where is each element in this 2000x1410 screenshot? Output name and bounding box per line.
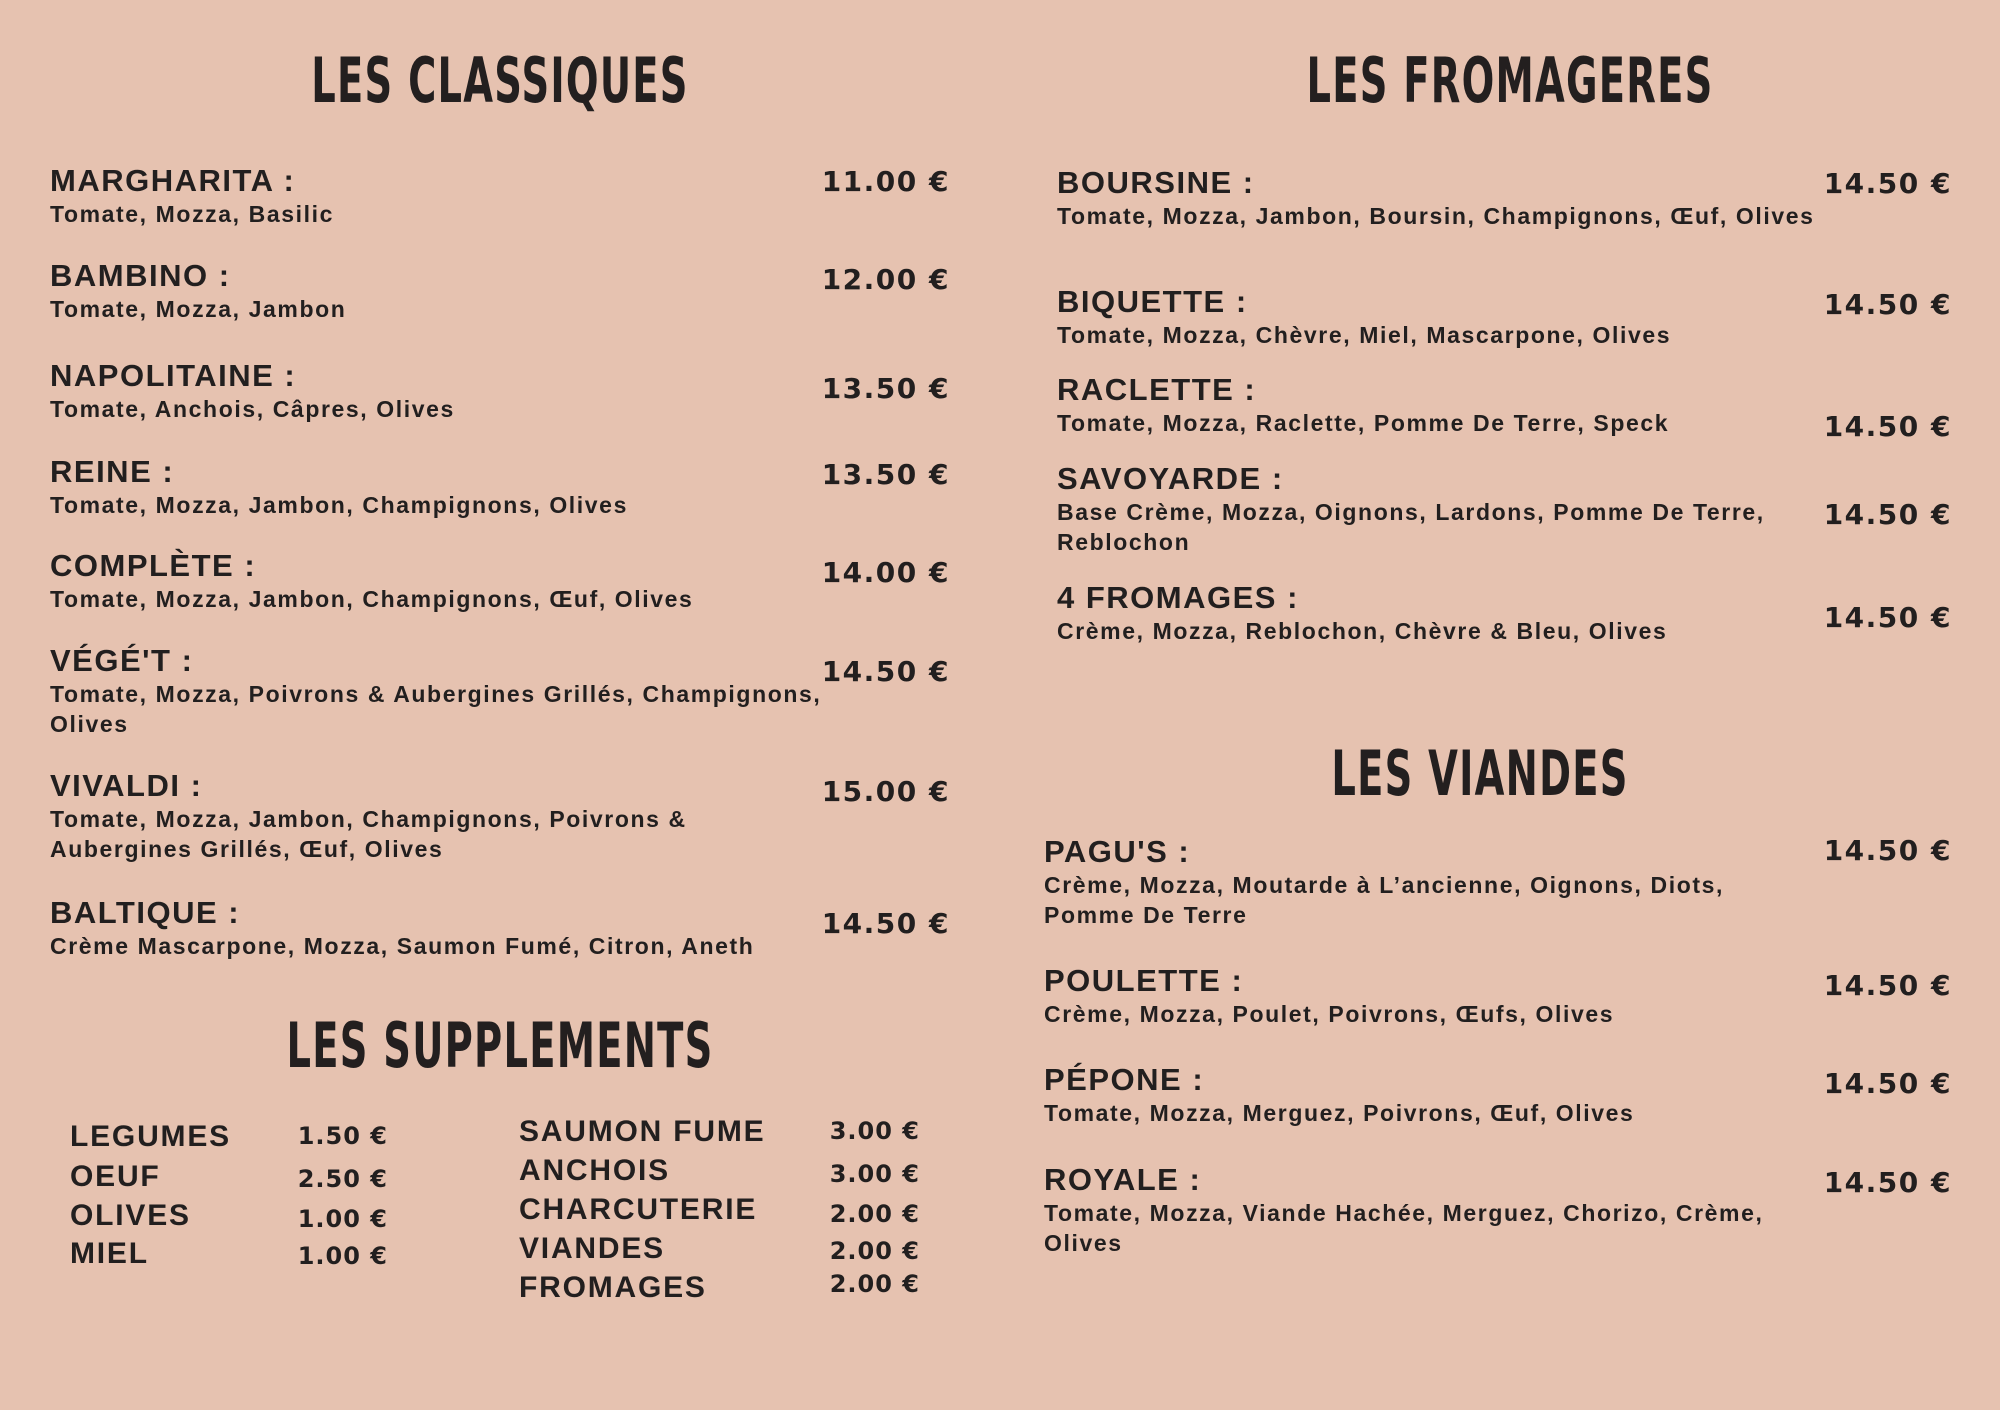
item-description: Tomate, Mozza, Basilic	[50, 201, 334, 227]
item-name: 4 FROMAGES :	[1057, 580, 1299, 615]
item-description: Tomate, Mozza, Poivrons & Aubergines Grillés, Champignons, Olives	[50, 681, 822, 737]
menu-item-vivaldi	[50, 768, 730, 864]
item-name: RACLETTE :	[1057, 372, 1257, 407]
item-description: Base Crème, Mozza, Oignons, Lardons, Pomme De Terre, Reblochon	[1057, 499, 1765, 555]
item-price: 14.50 €	[821, 907, 950, 940]
supplement-price: 1.00 €	[297, 1242, 388, 1270]
menu-item-reine	[50, 454, 860, 520]
item-name: REINE :	[50, 454, 175, 489]
item-name: PÉPONE :	[1044, 1062, 1205, 1097]
item-price: 14.50 €	[821, 655, 950, 688]
item-name: ROYALE :	[1044, 1162, 1202, 1197]
menu-item-biquette	[1057, 284, 1817, 350]
heading-les-fromageres: LES FROMAGERES	[1306, 44, 1714, 117]
menu-item-complete	[50, 548, 860, 614]
menu-item-4-fromages	[1057, 580, 1817, 646]
item-description: Tomate, Mozza, Merguez, Poivrons, Œuf, Olives	[1044, 1100, 1635, 1126]
item-name: BOURSINE :	[1057, 165, 1255, 200]
item-price: 14.50 €	[1823, 1067, 1952, 1100]
supplement-name: OLIVES	[70, 1199, 191, 1232]
supplement-name: LEGUMES	[70, 1120, 231, 1153]
menu-item-napolitaine	[50, 358, 860, 424]
item-description: Tomate, Mozza, Jambon	[50, 296, 347, 322]
item-name: VÉGÉ'T :	[50, 643, 194, 678]
item-name: BIQUETTE :	[1057, 284, 1248, 319]
menu-item-margharita	[50, 163, 860, 229]
item-price: 13.50 €	[821, 372, 950, 405]
item-name: VIVALDI :	[50, 768, 203, 803]
item-description: Tomate, Mozza, Chèvre, Miel, Mascarpone, Olives	[1057, 322, 1672, 348]
supplement-name: VIANDES	[519, 1232, 665, 1265]
supplement-name: MIEL	[70, 1237, 149, 1270]
item-price: 14.50 €	[1823, 1166, 1952, 1199]
item-price: 11.00 €	[821, 165, 950, 198]
supplement-price: 3.00 €	[829, 1117, 920, 1145]
item-name: NAPOLITAINE :	[50, 358, 297, 393]
item-description: Tomate, Mozza, Jambon, Champignons, Œuf, Olives	[50, 586, 694, 612]
item-description: Tomate, Mozza, Jambon, Champignons, Olives	[50, 492, 628, 518]
supplement-name: CHARCUTERIE	[519, 1193, 758, 1226]
menu-item-pepone	[1044, 1062, 1814, 1128]
item-name: POULETTE :	[1044, 963, 1244, 998]
supplement-name: FROMAGES	[519, 1271, 707, 1304]
item-name: COMPLÈTE :	[50, 548, 257, 583]
item-name: SAVOYARDE :	[1057, 461, 1284, 496]
menu-item-baltique	[50, 895, 860, 961]
item-price: 14.50 €	[1823, 410, 1952, 443]
item-price: 13.50 €	[821, 458, 950, 491]
item-name: BAMBINO :	[50, 258, 231, 293]
item-price: 14.50 €	[1823, 969, 1952, 1002]
menu-item-bambino	[50, 258, 860, 324]
supplement-price: 2.00 €	[829, 1200, 920, 1228]
item-description: Tomate, Mozza, Viande Hachée, Merguez, Chorizo, Crème, Olives	[1044, 1200, 1764, 1256]
item-description: Crème, Mozza, Moutarde à L’ancienne, Oignons, Diots, Pomme De Terre	[1044, 872, 1725, 928]
menu-item-boursine	[1057, 165, 1817, 231]
supplement-name: SAUMON FUME	[519, 1115, 766, 1148]
item-name: BALTIQUE :	[50, 895, 241, 930]
supplement-price: 3.00 €	[829, 1160, 920, 1188]
item-price: 15.00 €	[821, 775, 950, 808]
item-price: 14.50 €	[1823, 601, 1952, 634]
item-price: 14.50 €	[1823, 834, 1952, 867]
menu-item-vege-t	[50, 643, 860, 739]
item-price: 14.50 €	[1823, 498, 1952, 531]
item-price: 12.00 €	[821, 263, 950, 296]
supplement-price: 1.00 €	[297, 1205, 388, 1233]
menu-item-raclette	[1057, 372, 1817, 438]
menu-item-royale	[1044, 1162, 1814, 1258]
item-description: Tomate, Mozza, Jambon, Champignons, Poivrons & Aubergines Grillés, Œuf, Olives	[50, 806, 687, 862]
item-price: 14.50 €	[1823, 288, 1952, 321]
item-description: Crème Mascarpone, Mozza, Saumon Fumé, Citron, Aneth	[50, 933, 755, 959]
item-name: MARGHARITA :	[50, 163, 296, 198]
item-price: 14.00 €	[821, 556, 950, 589]
supplement-price: 2.00 €	[829, 1270, 920, 1298]
supplement-name: ANCHOIS	[519, 1154, 670, 1187]
item-description: Crème, Mozza, Reblochon, Chèvre & Bleu, Olives	[1057, 618, 1668, 644]
supplement-name: OEUF	[70, 1160, 161, 1193]
item-description: Tomate, Mozza, Raclette, Pomme De Terre, Speck	[1057, 410, 1670, 436]
menu-item-pagus	[1044, 834, 1814, 930]
item-name: PAGU'S :	[1044, 834, 1191, 869]
menu-item-poulette	[1044, 963, 1814, 1029]
item-description: Tomate, Mozza, Jambon, Boursin, Champignons, Œuf, Olives	[1057, 203, 1815, 229]
supplement-price: 1.50 €	[297, 1122, 388, 1150]
item-description: Crème, Mozza, Poulet, Poivrons, Œufs, Olives	[1044, 1001, 1615, 1027]
item-price: 14.50 €	[1823, 167, 1952, 200]
supplement-price: 2.50 €	[297, 1165, 388, 1193]
item-description: Tomate, Anchois, Câpres, Olives	[50, 396, 455, 422]
heading-les-supplements: LES SUPPLEMENTS	[286, 1009, 714, 1082]
heading-les-viandes: LES VIANDES	[1331, 737, 1629, 810]
menu-item-savoyarde	[1057, 461, 1817, 557]
supplement-price: 2.00 €	[829, 1237, 920, 1265]
heading-les-classiques: LES CLASSIQUES	[311, 44, 689, 117]
